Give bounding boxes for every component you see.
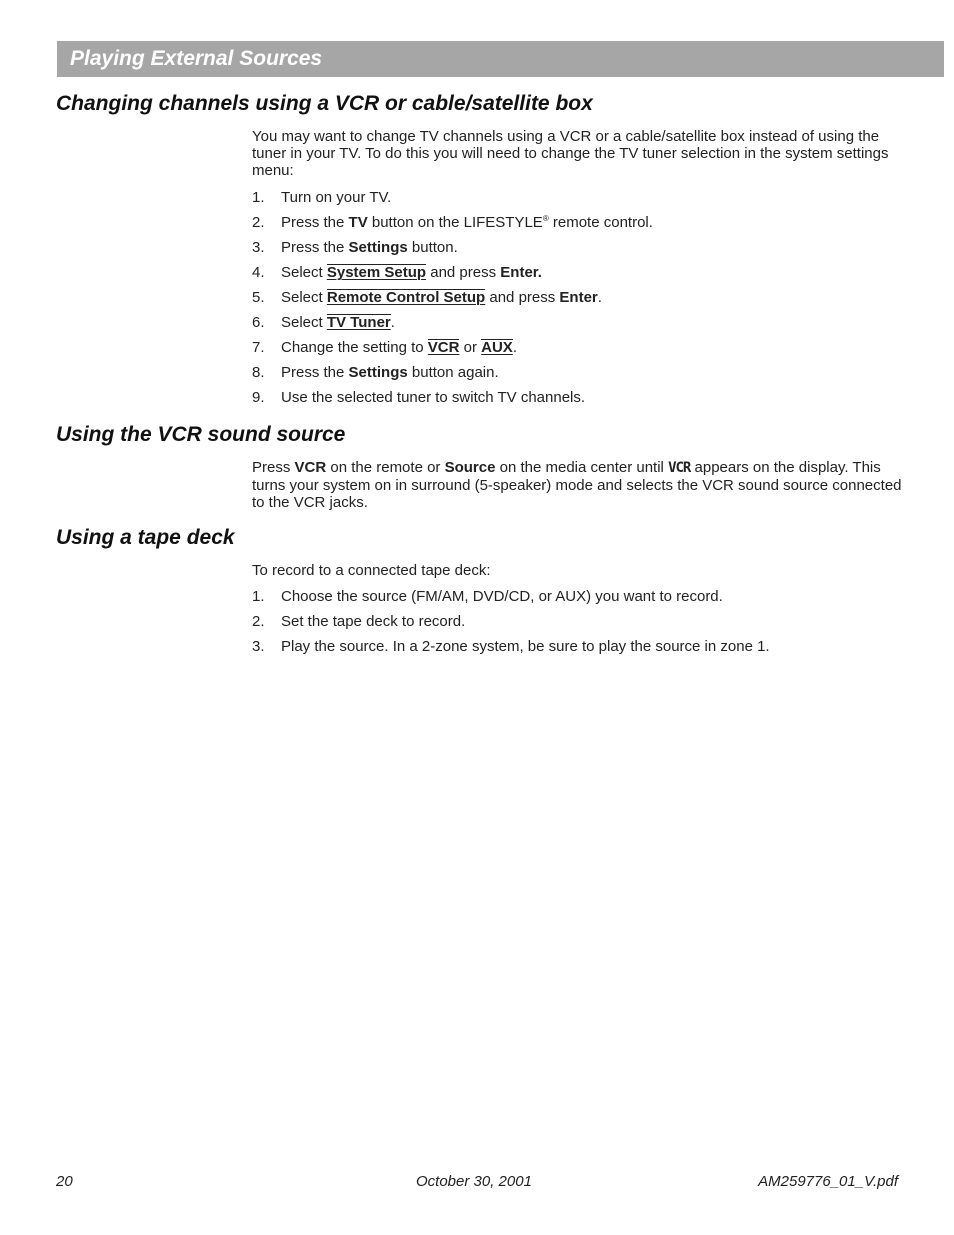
tape-intro: To record to a connected tape deck: xyxy=(252,562,491,579)
banner-title: Playing External Sources xyxy=(70,47,323,70)
menu-item-aux: AUX xyxy=(481,339,513,356)
page-number: 20 xyxy=(56,1173,73,1190)
list-item: 2. Set the tape deck to record. xyxy=(252,613,466,630)
list-item: 1. Turn on your TV. xyxy=(252,189,392,206)
menu-item-vcr: VCR xyxy=(427,339,460,356)
menu-item-system-setup: System Setup xyxy=(326,264,427,281)
display-text: VCR xyxy=(668,460,691,476)
vcr-paragraph: Press VCR on the remote or Source on the media center until VCR appears on the display. This turns your system on in surround (5-speaker) mode and selects the VCR sound source connected to the VCR jacks. xyxy=(252,459,902,511)
section-banner xyxy=(57,41,944,77)
intro-paragraph: You may want to change TV channels using a VCR or a cable/satellite box instead of using the tuner in your TV. To do this you will need to change the TV tuner selection in the system settings menu: xyxy=(252,128,889,179)
heading-changing-channels: Changing channels using a VCR or cable/satellite box xyxy=(56,92,593,115)
list-item: 2. Press the TV button on the LIFESTYLE® remote control. xyxy=(252,214,653,231)
heading-vcr-sound-source: Using the VCR sound source xyxy=(56,423,346,446)
heading-tape-deck: Using a tape deck xyxy=(56,526,235,549)
list-item: 6. Select TV Tuner. xyxy=(252,314,395,331)
list-item: 9. Use the selected tuner to switch TV channels. xyxy=(252,389,586,406)
list-item: 7. Change the setting to VCR or AUX. xyxy=(252,339,517,356)
footer-date: October 30, 2001 xyxy=(416,1173,532,1190)
tape-steps-list xyxy=(252,588,902,663)
section-tape-deck-body xyxy=(252,562,902,663)
menu-item-remote-control-setup: Remote Control Setup xyxy=(326,289,486,306)
list-item: 1. Choose the source (FM/AM, DVD/CD, or AUX) you want to record. xyxy=(252,588,723,605)
list-item: 3. Press the Settings button. xyxy=(252,239,458,256)
list-item: 8. Press the Settings button again. xyxy=(252,364,499,381)
section-vcr-sound-source-body xyxy=(252,459,902,511)
list-item: 4. Select System Setup and press Enter. xyxy=(252,264,542,281)
section-changing-channels-body xyxy=(252,128,902,414)
menu-item-tv-tuner: TV Tuner xyxy=(326,314,391,331)
list-item: 3. Play the source. In a 2-zone system, be sure to play the source in zone 1. xyxy=(252,638,770,655)
footer-filename: AM259776_01_V.pdf xyxy=(758,1173,898,1190)
steps-list xyxy=(252,189,902,414)
list-item: 5. Select Remote Control Setup and press Enter. xyxy=(252,289,602,306)
